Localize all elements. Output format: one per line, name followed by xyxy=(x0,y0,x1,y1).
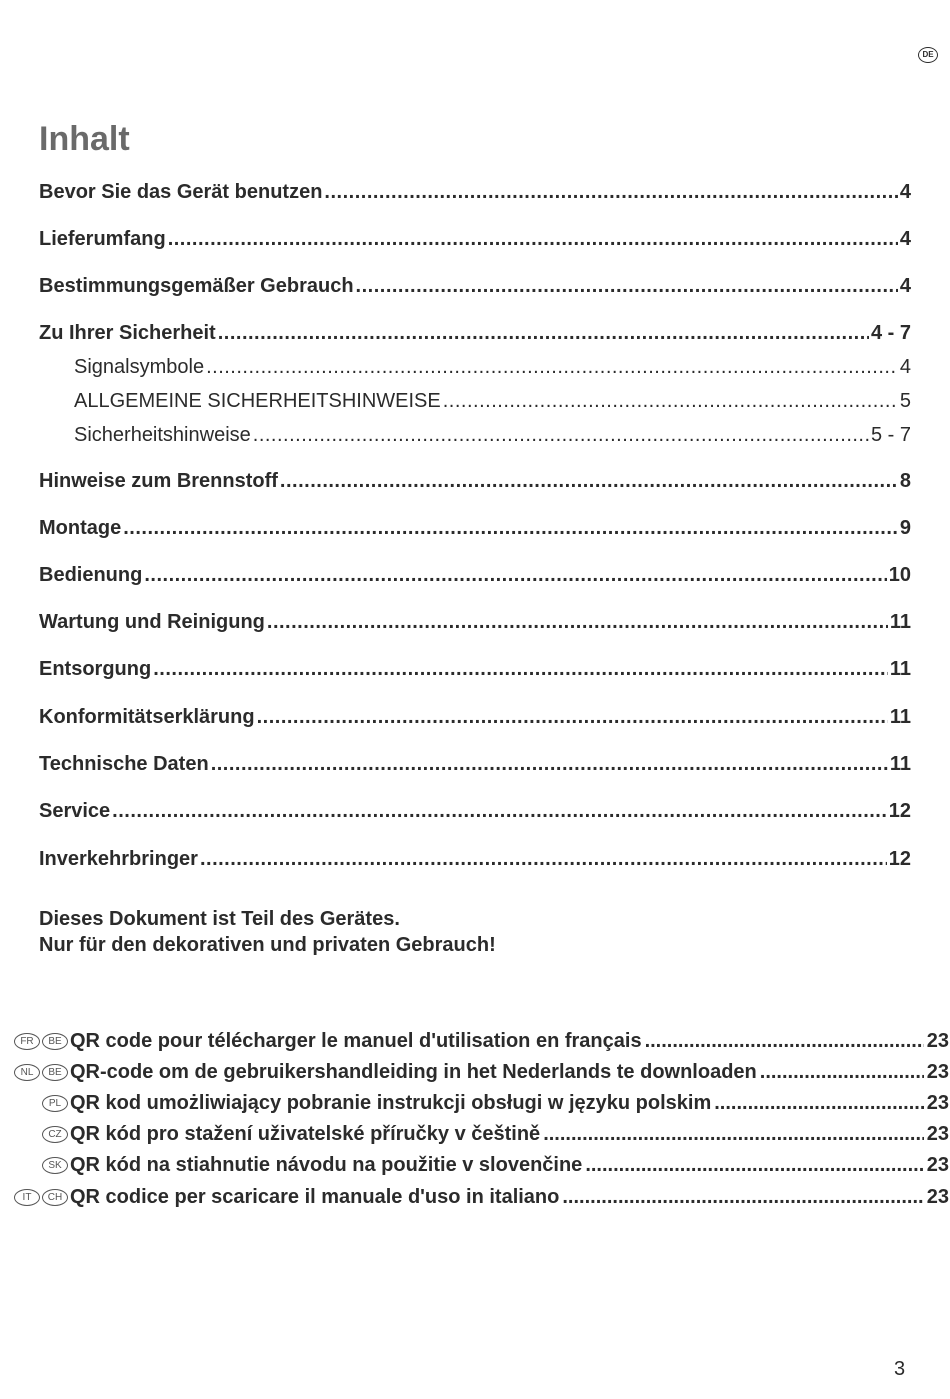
dot-leader xyxy=(280,470,898,493)
dot-leader xyxy=(443,390,898,413)
toc-entry-konformitaetserklaerung[interactable] xyxy=(39,706,911,729)
dot-leader xyxy=(206,356,898,379)
language-badge-de: DE xyxy=(918,47,938,63)
dot-leader xyxy=(153,658,888,681)
qr-link-label: QR kód na stiahnutie návodu na použitie v slovenčine xyxy=(70,1154,583,1176)
qr-link-label: QR code pour télécharger le manuel d'utilisation en français xyxy=(70,1030,642,1052)
toc-entry-page: 5 xyxy=(899,390,911,412)
toc-entry-bevor-sie-das-geraet-benutzen[interactable] xyxy=(39,181,911,204)
toc-entry-label: Bedienung xyxy=(39,564,143,586)
toc-entry-label: Entsorgung xyxy=(39,658,152,680)
country-code-badge: BE xyxy=(42,1064,68,1081)
country-flags xyxy=(10,1157,68,1174)
toc-entry-label: Bestimmungsgemäßer Gebrauch xyxy=(39,275,354,297)
toc-entry-label: Sicherheitshinweise xyxy=(74,424,251,446)
country-code-badge: BE xyxy=(42,1033,68,1050)
toc-entry-bestimmungsgemaesser-gebrauch[interactable] xyxy=(39,275,911,298)
dot-leader xyxy=(356,275,898,298)
dot-leader xyxy=(253,424,869,447)
dot-leader xyxy=(144,564,886,587)
toc-entry-inverkehrbringer[interactable] xyxy=(39,848,911,871)
toc-entry-label: Hinweise zum Brennstoff xyxy=(39,470,278,492)
toc-entry-page: 12 xyxy=(888,848,911,870)
country-code-badge: PL xyxy=(42,1095,68,1112)
page-number: 3 xyxy=(894,1358,906,1380)
country-flags xyxy=(10,1095,68,1112)
dot-leader xyxy=(714,1092,924,1115)
qr-link-label: QR kód pro stažení uživatelské příručky v češtině xyxy=(70,1123,541,1145)
notice-line-2: Nur für den dekorativen und privaten Gebrauch! xyxy=(39,934,496,956)
qr-link-page: 23 xyxy=(926,1154,949,1176)
toc-entry-label: Signalsymbole xyxy=(74,356,205,378)
dot-leader xyxy=(267,611,888,634)
dot-leader xyxy=(562,1186,923,1209)
dot-leader xyxy=(543,1123,924,1146)
qr-link-italian[interactable] xyxy=(10,1186,949,1209)
qr-link-page: 23 xyxy=(926,1092,949,1114)
toc-entry-service[interactable] xyxy=(39,800,911,823)
toc-entry-label: Bevor Sie das Gerät benutzen xyxy=(39,181,323,203)
dot-leader xyxy=(585,1154,923,1177)
qr-link-page: 23 xyxy=(926,1030,949,1052)
qr-link-label: QR-code om de gebruikershandleiding in het Nederlands te downloaden xyxy=(70,1061,757,1083)
country-flags xyxy=(10,1064,68,1081)
toc-entry-label: Zu Ihrer Sicherheit xyxy=(39,322,216,344)
toc-entry-page: 11 xyxy=(889,611,911,633)
qr-link-label: QR codice per scaricare il manuale d'uso in italiano xyxy=(70,1186,560,1208)
qr-link-czech[interactable] xyxy=(10,1123,949,1146)
toc-entry-bedienung[interactable] xyxy=(39,564,911,587)
document-notice xyxy=(39,906,496,958)
qr-link-slovak[interactable] xyxy=(10,1154,949,1177)
qr-link-page: 23 xyxy=(926,1186,949,1208)
toc-entry-page: 12 xyxy=(888,800,911,822)
country-code-badge: SK xyxy=(42,1157,68,1174)
toc-entry-page: 5 - 7 xyxy=(870,424,911,446)
country-code-badge: CZ xyxy=(42,1126,68,1143)
toc-entry-page: 4 xyxy=(899,275,911,297)
dot-leader xyxy=(218,322,869,345)
dot-leader xyxy=(324,181,897,204)
country-flags xyxy=(10,1126,68,1143)
toc-subentry-allgemeine-sicherheitshinweise[interactable] xyxy=(74,390,911,413)
qr-link-page: 23 xyxy=(926,1061,949,1083)
toc-entry-page: 4 xyxy=(899,356,911,378)
country-flags xyxy=(10,1189,68,1206)
toc-entry-label: Konformitätserklärung xyxy=(39,706,255,728)
toc-entry-page: 8 xyxy=(899,470,911,492)
country-code-badge: CH xyxy=(42,1189,68,1206)
toc-entry-label: ALLGEMEINE SICHERHEITSHINWEISE xyxy=(74,390,441,412)
toc-entry-label: Montage xyxy=(39,517,122,539)
toc-entry-zu-ihrer-sicherheit[interactable] xyxy=(39,322,911,345)
dot-leader xyxy=(112,800,887,823)
toc-entry-label: Technische Daten xyxy=(39,753,209,775)
toc-entry-page: 4 - 7 xyxy=(870,322,911,344)
dot-leader xyxy=(257,706,888,729)
qr-link-page: 23 xyxy=(926,1123,949,1145)
qr-link-label: QR kod umożliwiający pobranie instrukcji obsługi w języku polskim xyxy=(70,1092,712,1114)
dot-leader xyxy=(123,517,898,540)
toc-subentry-signalsymbole[interactable] xyxy=(74,356,911,379)
toc-entry-label: Inverkehrbringer xyxy=(39,848,198,870)
toc-entry-label: Wartung und Reinigung xyxy=(39,611,265,633)
country-code-badge: IT xyxy=(14,1189,40,1206)
toc-entry-page: 10 xyxy=(888,564,911,586)
dot-leader xyxy=(168,228,898,251)
toc-entry-page: 9 xyxy=(899,517,911,539)
toc-entry-montage[interactable] xyxy=(39,517,911,540)
qr-link-french[interactable] xyxy=(10,1030,949,1053)
dot-leader xyxy=(760,1061,924,1084)
toc-entry-label: Service xyxy=(39,800,111,822)
qr-link-dutch[interactable] xyxy=(10,1061,949,1084)
toc-entry-page: 4 xyxy=(899,228,911,250)
notice-line-1: Dieses Dokument ist Teil des Gerätes. xyxy=(39,908,400,930)
toc-entry-label: Lieferumfang xyxy=(39,228,166,250)
toc-entry-wartung-und-reinigung[interactable] xyxy=(39,611,911,634)
country-code-badge: NL xyxy=(14,1064,40,1081)
qr-link-polish[interactable] xyxy=(10,1092,949,1115)
toc-entry-entsorgung[interactable] xyxy=(39,658,911,681)
toc-entry-technische-daten[interactable] xyxy=(39,753,911,776)
dot-leader xyxy=(645,1030,924,1053)
country-code-badge: FR xyxy=(14,1033,40,1050)
dot-leader xyxy=(200,848,887,871)
toc-entry-page: 11 xyxy=(889,753,911,775)
toc-subentry-sicherheitshinweise[interactable] xyxy=(74,424,911,447)
toc-entry-hinweise-zum-brennstoff[interactable] xyxy=(39,470,911,493)
toc-entry-page: 11 xyxy=(889,706,911,728)
toc-entry-page: 4 xyxy=(899,181,911,203)
dot-leader xyxy=(211,753,888,776)
country-flags xyxy=(10,1033,68,1050)
page-title: Inhalt xyxy=(39,120,130,158)
toc-entry-lieferumfang[interactable] xyxy=(39,228,911,251)
toc-entry-page: 11 xyxy=(889,658,911,680)
